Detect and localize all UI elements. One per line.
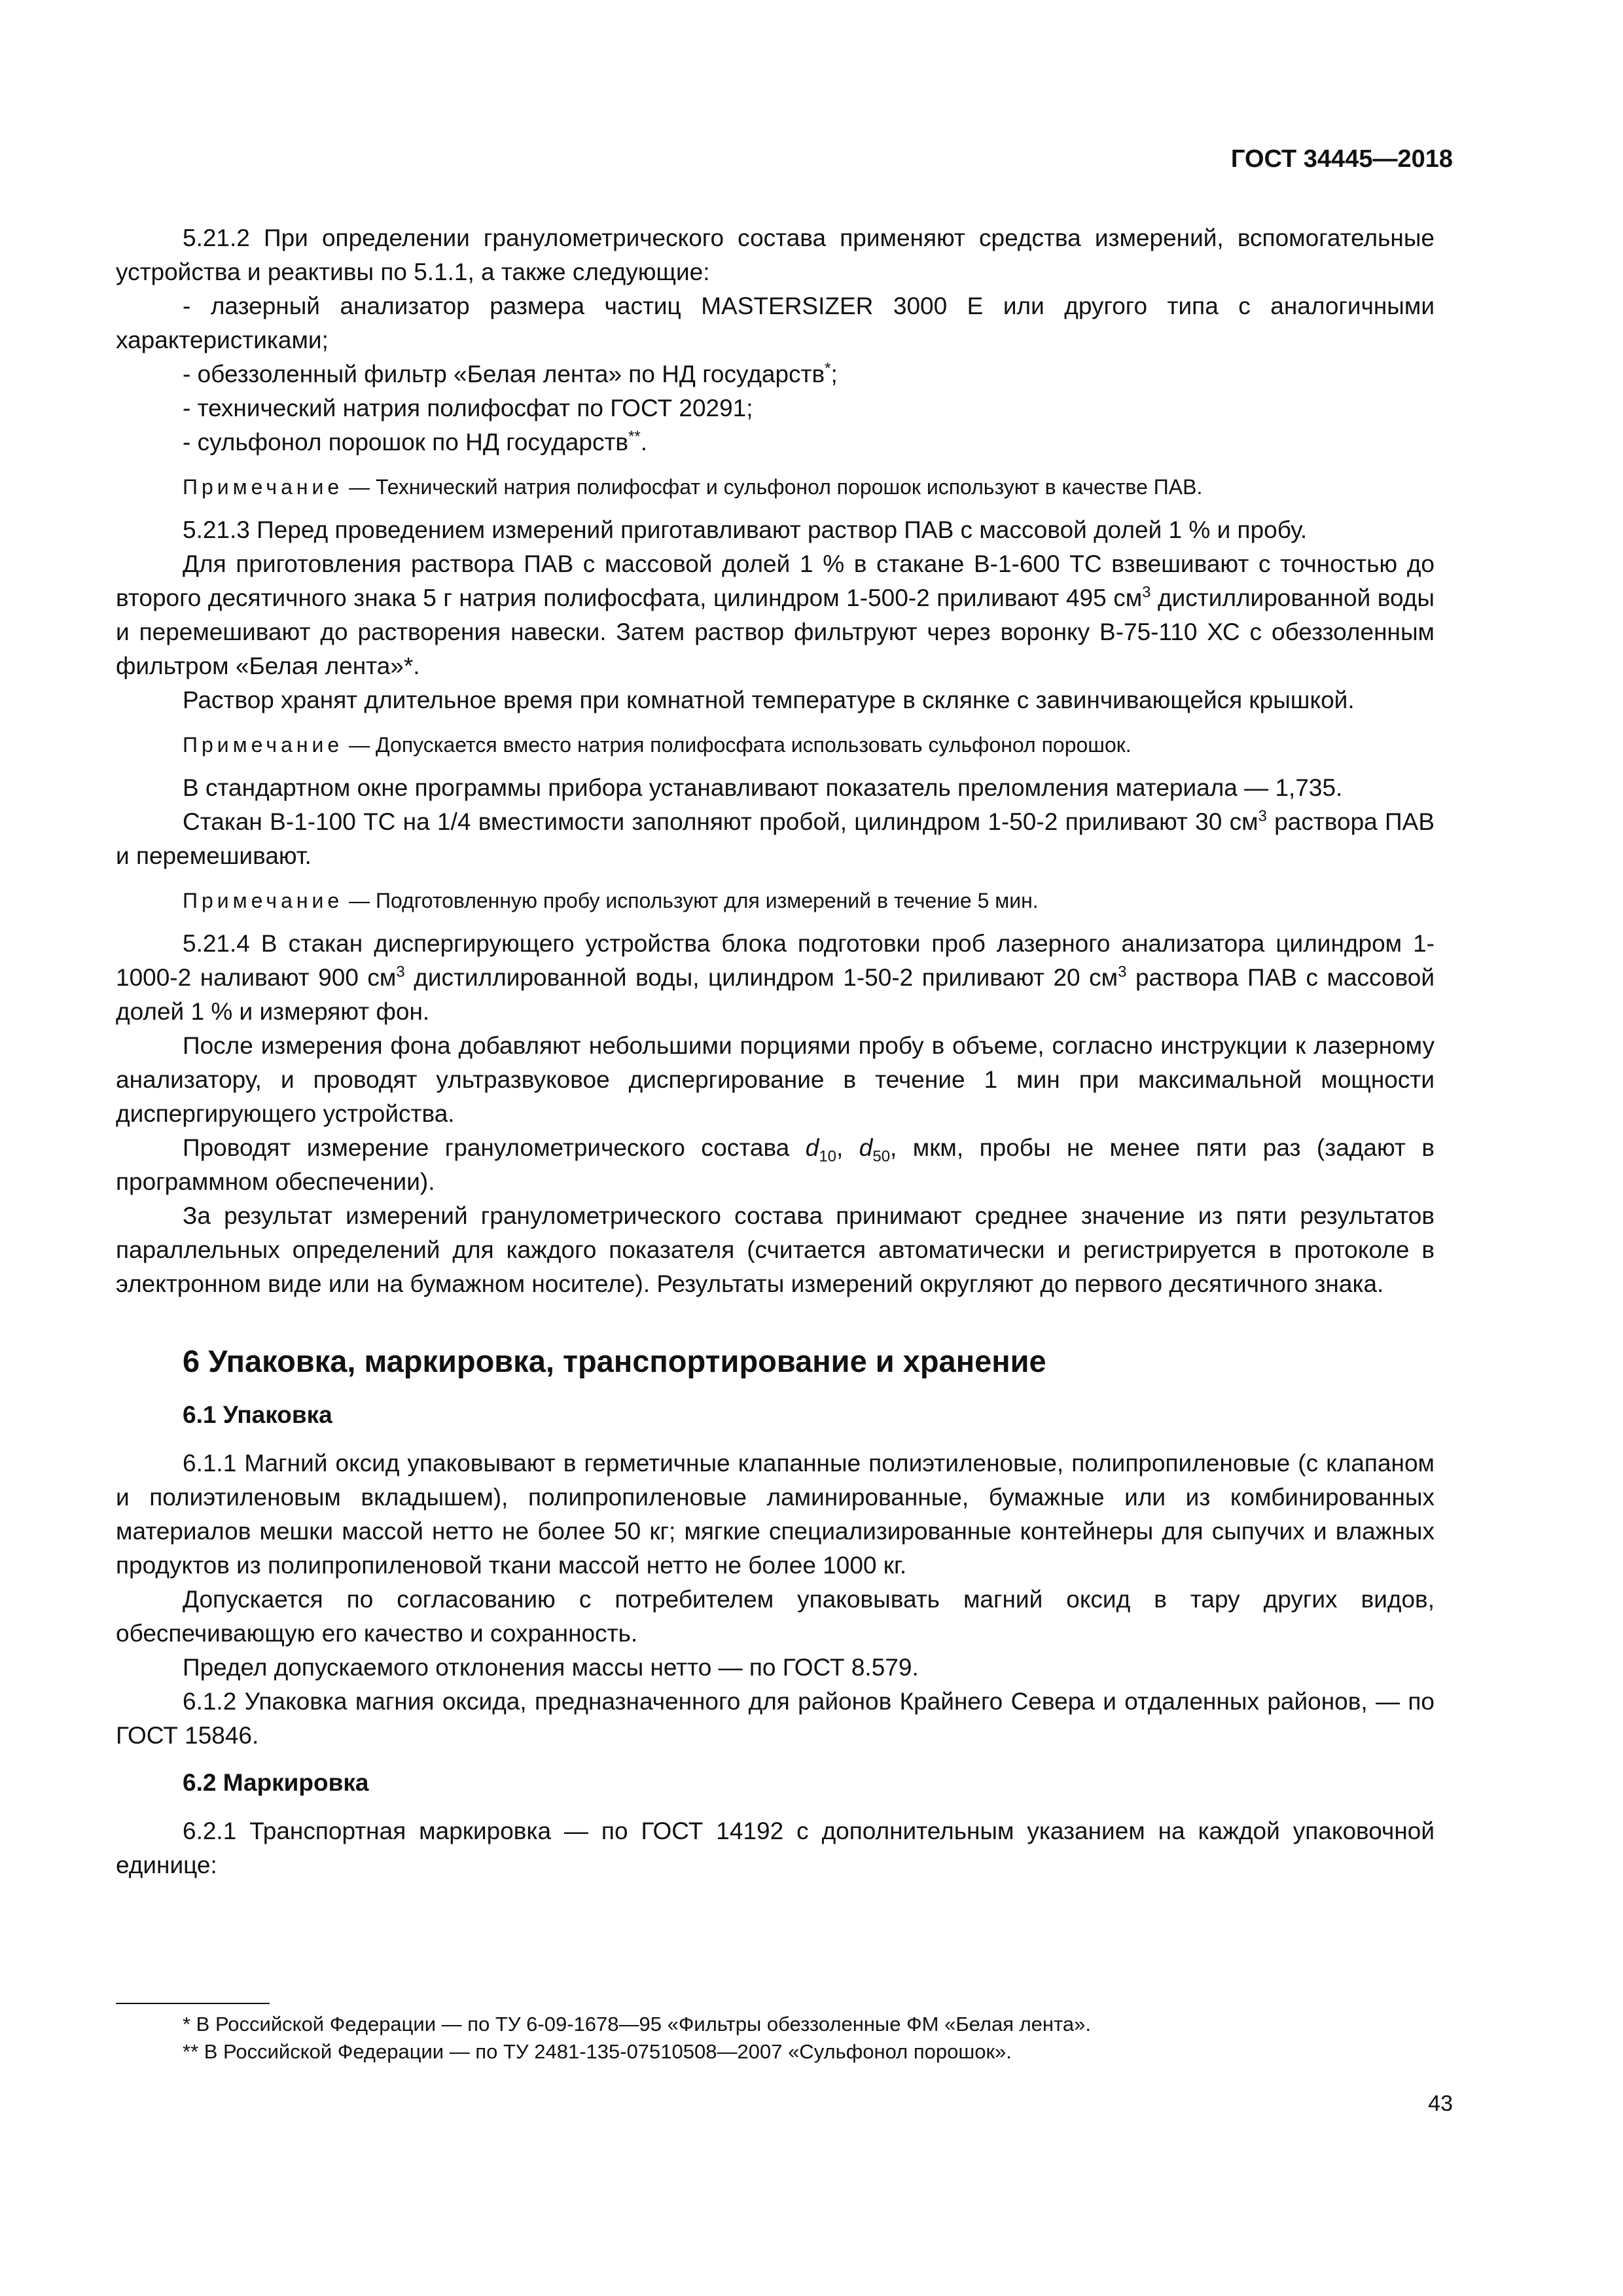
paragraph-ultrasound: После измерения фона добавляют небольшими порциями пробу в объеме, согласно инструкции к лазерному анализатору, и проводят ультразвуковое диспергирование в течение 1 мин при максимальной мощности диспергирующего устройства.: [116, 1032, 1435, 1127]
list-item-analyzer: - лазерный анализатор размера частиц MASTERSIZER 3000 E или другого типа с аналогичными характеристиками;: [116, 293, 1435, 353]
solution-prep-text: Для приготовления раствора ПАВ с массовой долей 1 % в стакане В-1-600 ТС взвешивают с точностью до второго десятичного знака 5 г натрия полифосфата, цилиндром 1-500-2 приливают 495 см: [116, 550, 1435, 611]
note-text: — Технический натрия полифосфат и сульфонол порошок используют в качестве ПАВ.: [343, 475, 1203, 499]
subscript-50: 50: [872, 1147, 891, 1166]
superscript-3: 3: [396, 963, 405, 981]
paragraph-5-21-3: 5.21.3 Перед проведением измерений приготавливают раствор ПАВ с массовой долей 1 % и пробу.: [183, 516, 1308, 543]
separator: ,: [836, 1134, 859, 1161]
main-text: [116, 221, 1435, 1882]
paragraph-5-21-2: 5.21.2 При определении гранулометрического состава применяют средства измерений, вспомогательные устройства и реактивы по 5.1.1, а также следующие:: [116, 224, 1435, 285]
p5214-c: раствора ПАВ с массовой долей 1 % и измеряют фон.: [116, 964, 1435, 1025]
beaker-text: Стакан В-1-100 ТС на 1/4 вместимости заполняют пробой, цилиндром 1-50-2 приливают 30 см: [183, 808, 1258, 835]
note-label: Примечание: [183, 475, 344, 499]
paragraph-result: За результат измерений гранулометрического состава принимают среднее значение из пяти результатов параллельных определений для каждого показателя (считается автоматически и регистрируется в протоколе в электронном виде или на бумажном носителе). Результаты измерений округляют до первого десятичного знака.: [116, 1202, 1435, 1297]
p5214-a: 5.21.4 В стакан диспергирующего устройства блока подготовки проб лазерного анализатора цилиндром 1-1000-2 наливают 900 см: [116, 930, 1435, 991]
footnote-1: * В Российской Федерации — по ТУ 6-09-1678—95 «Фильтры обеззоленные ФМ «Белая лента».: [183, 2013, 1091, 2036]
list-item-filter-text: - обеззоленный фильтр «Белая лента» по НД государств: [183, 361, 825, 387]
subscript-10: 10: [819, 1147, 837, 1166]
superscript-3: 3: [1118, 963, 1127, 981]
note-text: — Допускается вместо натрия полифосфата использовать сульфонол порошок.: [343, 733, 1132, 757]
footnote-2: ** В Российской Федерации — по ТУ 2481-135-07510508—2007 «Сульфонол порошок».: [183, 2040, 1012, 2063]
paragraph-beaker: [116, 805, 1435, 873]
paragraph-measurement: [116, 1131, 1435, 1199]
solution-prep-end: дистиллированной воды и перемешивают до растворения навески. Затем раствор фильтруют через воронку В-75-110 ХС с обеззоленным фильтром «Белая лента»*.: [116, 584, 1435, 679]
d-symbol: d: [859, 1134, 873, 1161]
measurement-b: , мкм, пробы не менее пяти раз (задают в программном обеспечении).: [116, 1134, 1435, 1195]
footnote-ref-2: **: [628, 427, 641, 446]
paragraph-solution-prep: [116, 547, 1435, 683]
list-item-sulfonol: [116, 425, 1435, 459]
list-item-filter: [116, 357, 1435, 391]
measurement-a: Проводят измерение гранулометрического состава: [183, 1134, 806, 1161]
subsection-6-2-title: 6.2 Маркировка: [183, 1769, 369, 1796]
paragraph-6-2-1: 6.2.1 Транспортная маркировка — по ГОСТ 14192 с дополнительным указанием на каждой упаковочной единице:: [116, 1818, 1435, 1878]
note-label: Примечание: [183, 733, 344, 757]
paragraph-storage: Раствор хранят длительное время при комнатной температуре в склянке с завинчивающейся крышкой.: [183, 687, 1355, 713]
list-item-sulfonol-text: - сульфонол порошок по НД государств: [183, 429, 629, 456]
paragraph-packaging-agreement: Допускается по согласованию с потребителем упаковывать магний оксид в тару других видов, обеспечивающую его качество и сохранность.: [116, 1586, 1435, 1647]
footnote-divider: [116, 2003, 270, 2004]
beaker-end: раствора ПАВ и перемешивают.: [116, 808, 1435, 869]
note-surfactant: [116, 473, 1435, 501]
document-code-header: ГОСТ 34445—2018: [1230, 145, 1453, 173]
note-text: — Подготовленную пробу используют для измерений в течение 5 мин.: [343, 889, 1039, 912]
note-label: Примечание: [183, 889, 344, 912]
note-sample-time: [116, 886, 1435, 915]
subsection-6-1-title: 6.1 Упаковка: [183, 1401, 332, 1428]
page-number: 43: [1428, 2091, 1453, 2116]
section-6-title: 6 Упаковка, маркировка, транспортирование и хранение: [183, 1344, 1046, 1378]
p5214-b: дистиллированной воды, цилиндром 1-50-2 приливают 20 см: [404, 964, 1118, 991]
list-item-polyphosphate: - технический натрия полифосфат по ГОСТ 20291;: [183, 395, 753, 422]
paragraph-refraction: В стандартном окне программы прибора устанавливают показатель преломления материала — 1,735.: [183, 774, 1343, 801]
superscript-3: 3: [1142, 583, 1151, 601]
paragraph-6-1-2: 6.1.2 Упаковка магния оксида, предназначенного для районов Крайнего Севера и отдаленных районов, — по ГОСТ 15846.: [116, 1688, 1435, 1749]
footnotes: [116, 2011, 1435, 2066]
note-alternative: [116, 730, 1435, 759]
footnote-ref-1: *: [825, 359, 831, 378]
paragraph-5-21-4: [116, 927, 1435, 1029]
list-item-filter-end: ;: [830, 361, 838, 387]
d-symbol: d: [805, 1134, 819, 1161]
paragraph-6-1-1: 6.1.1 Магний оксид упаковывают в герметичные клапанные полиэтиленовые, полипропиленовые (с клапаном и полиэтиленовым вкладышем), полипропиленовые ламинированные, бумажные или из комбинированных материалов мешки массой нетто не более 50 кг; мягкие специализированные контейнеры для сыпучих и влажных продуктов из полипропиленовой ткани массой нетто не более 1000 кг.: [116, 1450, 1435, 1579]
superscript-3: 3: [1258, 807, 1267, 825]
list-item-sulfonol-end: .: [640, 429, 648, 456]
paragraph-mass-deviation: Предел допускаемого отклонения массы нетто — по ГОСТ 8.579.: [183, 1654, 919, 1681]
